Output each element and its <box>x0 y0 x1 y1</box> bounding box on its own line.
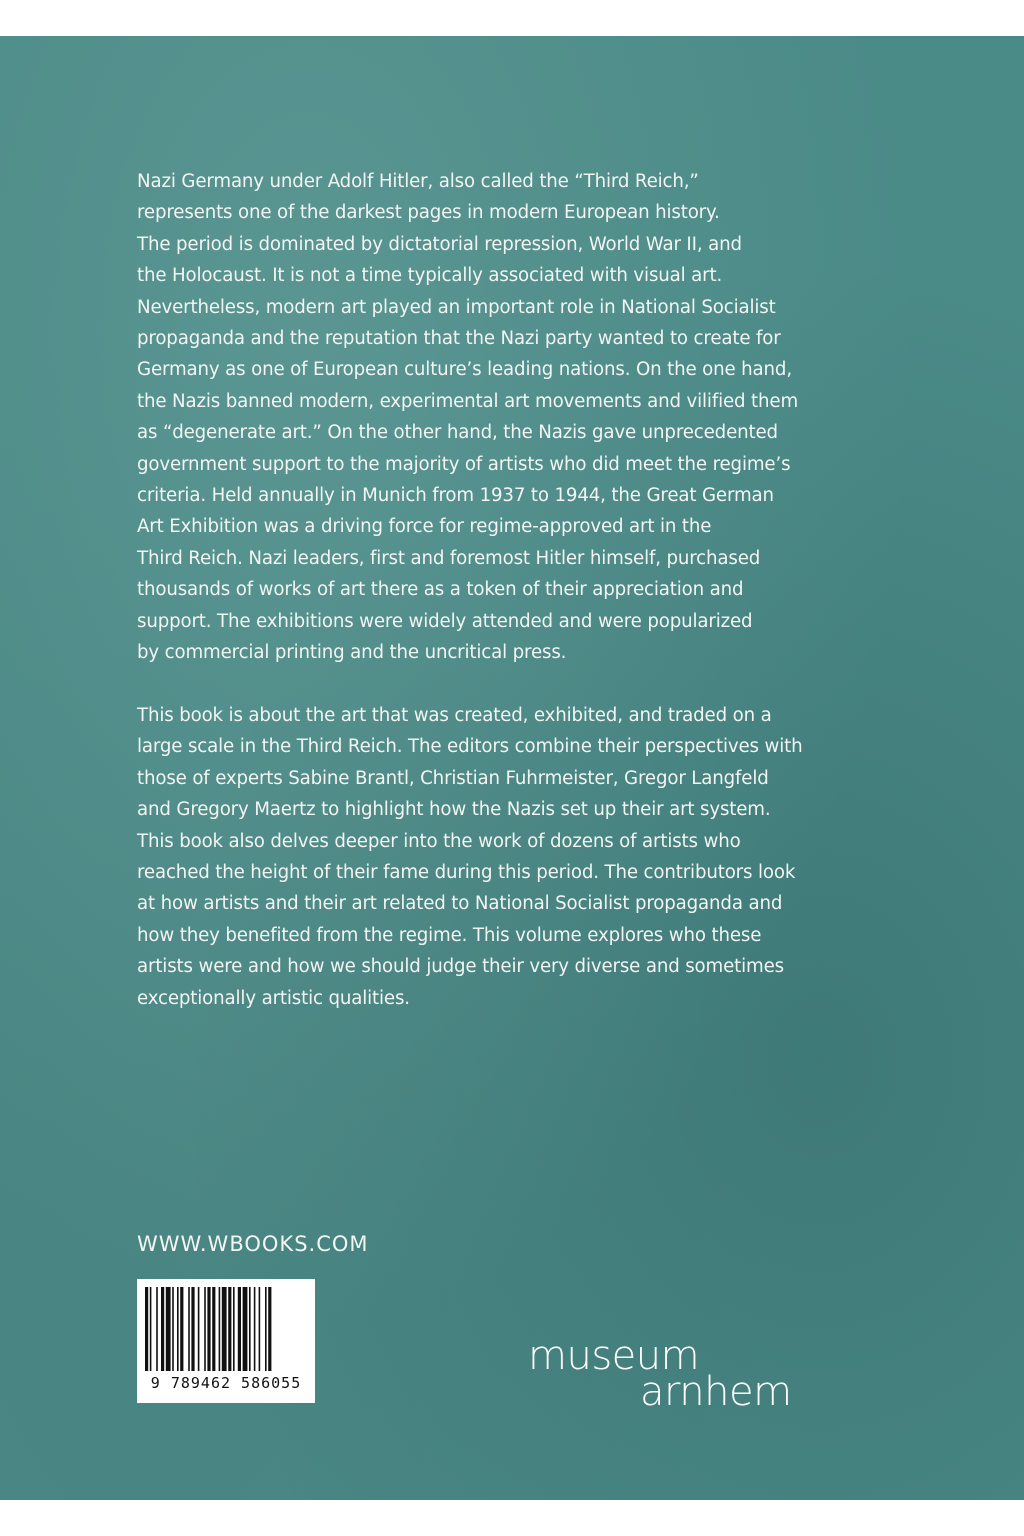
blurb-line: at how artists and their art related to National Socialist propaganda and <box>137 893 783 915</box>
blurb-line: reached the height of their fame during this period. The contributors look <box>137 862 796 884</box>
barcode-bar <box>268 1287 271 1371</box>
blurb-line: the Nazis banned modern, experimental art movements and vilified them <box>137 390 799 412</box>
blurb-line: and Gregory Maertz to highlight how the Nazis set up their art system. <box>137 799 771 821</box>
blurb-paragraph-2 <box>137 700 807 1014</box>
barcode-bar <box>265 1287 267 1371</box>
barcode-bar <box>191 1287 194 1371</box>
blurb-line: government support to the majority of artists who did meet the regime’s <box>137 453 791 475</box>
isbn-number: 9 789462 586055 <box>150 1374 302 1392</box>
logo-line-2: arnhem <box>640 1369 792 1415</box>
barcode-bar <box>161 1287 164 1371</box>
blurb-line: Third Reich. Nazi leaders, first and foremost Hitler himself, purchased <box>137 547 761 569</box>
barcode-bar <box>180 1287 183 1371</box>
barcode-bar <box>188 1287 190 1371</box>
blurb-line: those of experts Sabine Brantl, Christian Fuhrmeister, Gregor Langfeld <box>137 767 769 789</box>
barcode-bar <box>243 1287 248 1371</box>
barcode-bar <box>249 1287 251 1371</box>
barcode-bar <box>156 1287 158 1371</box>
barcode-bar <box>198 1287 200 1371</box>
barcode-bar <box>254 1287 256 1371</box>
barcode-bar <box>177 1287 179 1371</box>
blurb-line: criteria. Held annually in Munich from 1937 to 1944, the Great German <box>137 485 774 507</box>
barcode-bar <box>207 1287 210 1371</box>
blurb-line: artists were and how we should judge their very diverse and sometimes <box>137 956 784 978</box>
blurb-line: This book is about the art that was created, exhibited, and traded on a <box>137 705 772 726</box>
museum-arnhem-logo <box>528 1333 792 1415</box>
barcode-bar <box>204 1287 206 1371</box>
blurb-line: large scale in the Third Reich. The editors combine their perspectives with <box>137 736 803 758</box>
barcode-bar <box>150 1287 152 1371</box>
barcode-bar <box>145 1287 148 1371</box>
book-back-cover <box>0 36 1024 1500</box>
blurb-line: Nazi Germany under Adolf Hitler, also called the “Third Reich,” <box>137 171 699 192</box>
blurb-line: represents one of the darkest pages in modern European history. <box>137 202 720 224</box>
blurb-line: support. The exhibitions were widely attended and were popularized <box>137 610 753 632</box>
logo-line-1: museum <box>528 1333 700 1379</box>
blurb-line: exceptionally artistic qualities. <box>137 987 410 1009</box>
barcode-bar <box>259 1287 261 1371</box>
blurb-paragraph-1 <box>137 166 807 669</box>
blurb-line: Art Exhibition was a driving force for regime-approved art in the <box>137 516 712 538</box>
blurb-line: This book also delves deeper into the work of dozens of artists who <box>137 830 741 852</box>
barcode-bar <box>166 1287 171 1371</box>
barcode-bar <box>212 1287 215 1371</box>
blurb-line: Nevertheless, modern art played an important role in National Socialist <box>137 296 776 318</box>
blurb-line: thousands of works of art there as a token of their appreciation and <box>137 579 744 601</box>
blurb-line: as “degenerate art.” On the other hand, the Nazis gave unprecedented <box>137 422 778 444</box>
blurb-line: The period is dominated by dictatorial repression, World War II, and <box>137 233 742 255</box>
blurb-line: Germany as one of European culture’s leading nations. On the one hand, <box>137 359 792 381</box>
barcode-bar <box>222 1287 227 1371</box>
barcode-bars <box>143 1287 309 1373</box>
blurb-line: by commercial printing and the uncritical press. <box>137 642 567 664</box>
blurb-line: how they benefited from the regime. This volume explores who these <box>137 924 762 946</box>
barcode-bar <box>172 1287 174 1371</box>
blurb-line: propaganda and the reputation that the Nazi party wanted to create for <box>137 328 781 350</box>
barcode-bar <box>238 1287 241 1371</box>
blurb-line: the Holocaust. It is not a time typically associated with visual art. <box>137 265 723 287</box>
publisher-website: WWW.WBOOKS.COM <box>137 1232 369 1256</box>
barcode-bar <box>228 1287 231 1371</box>
barcode-bar <box>233 1287 235 1371</box>
barcode-bar <box>219 1287 221 1371</box>
isbn-barcode <box>137 1279 315 1403</box>
